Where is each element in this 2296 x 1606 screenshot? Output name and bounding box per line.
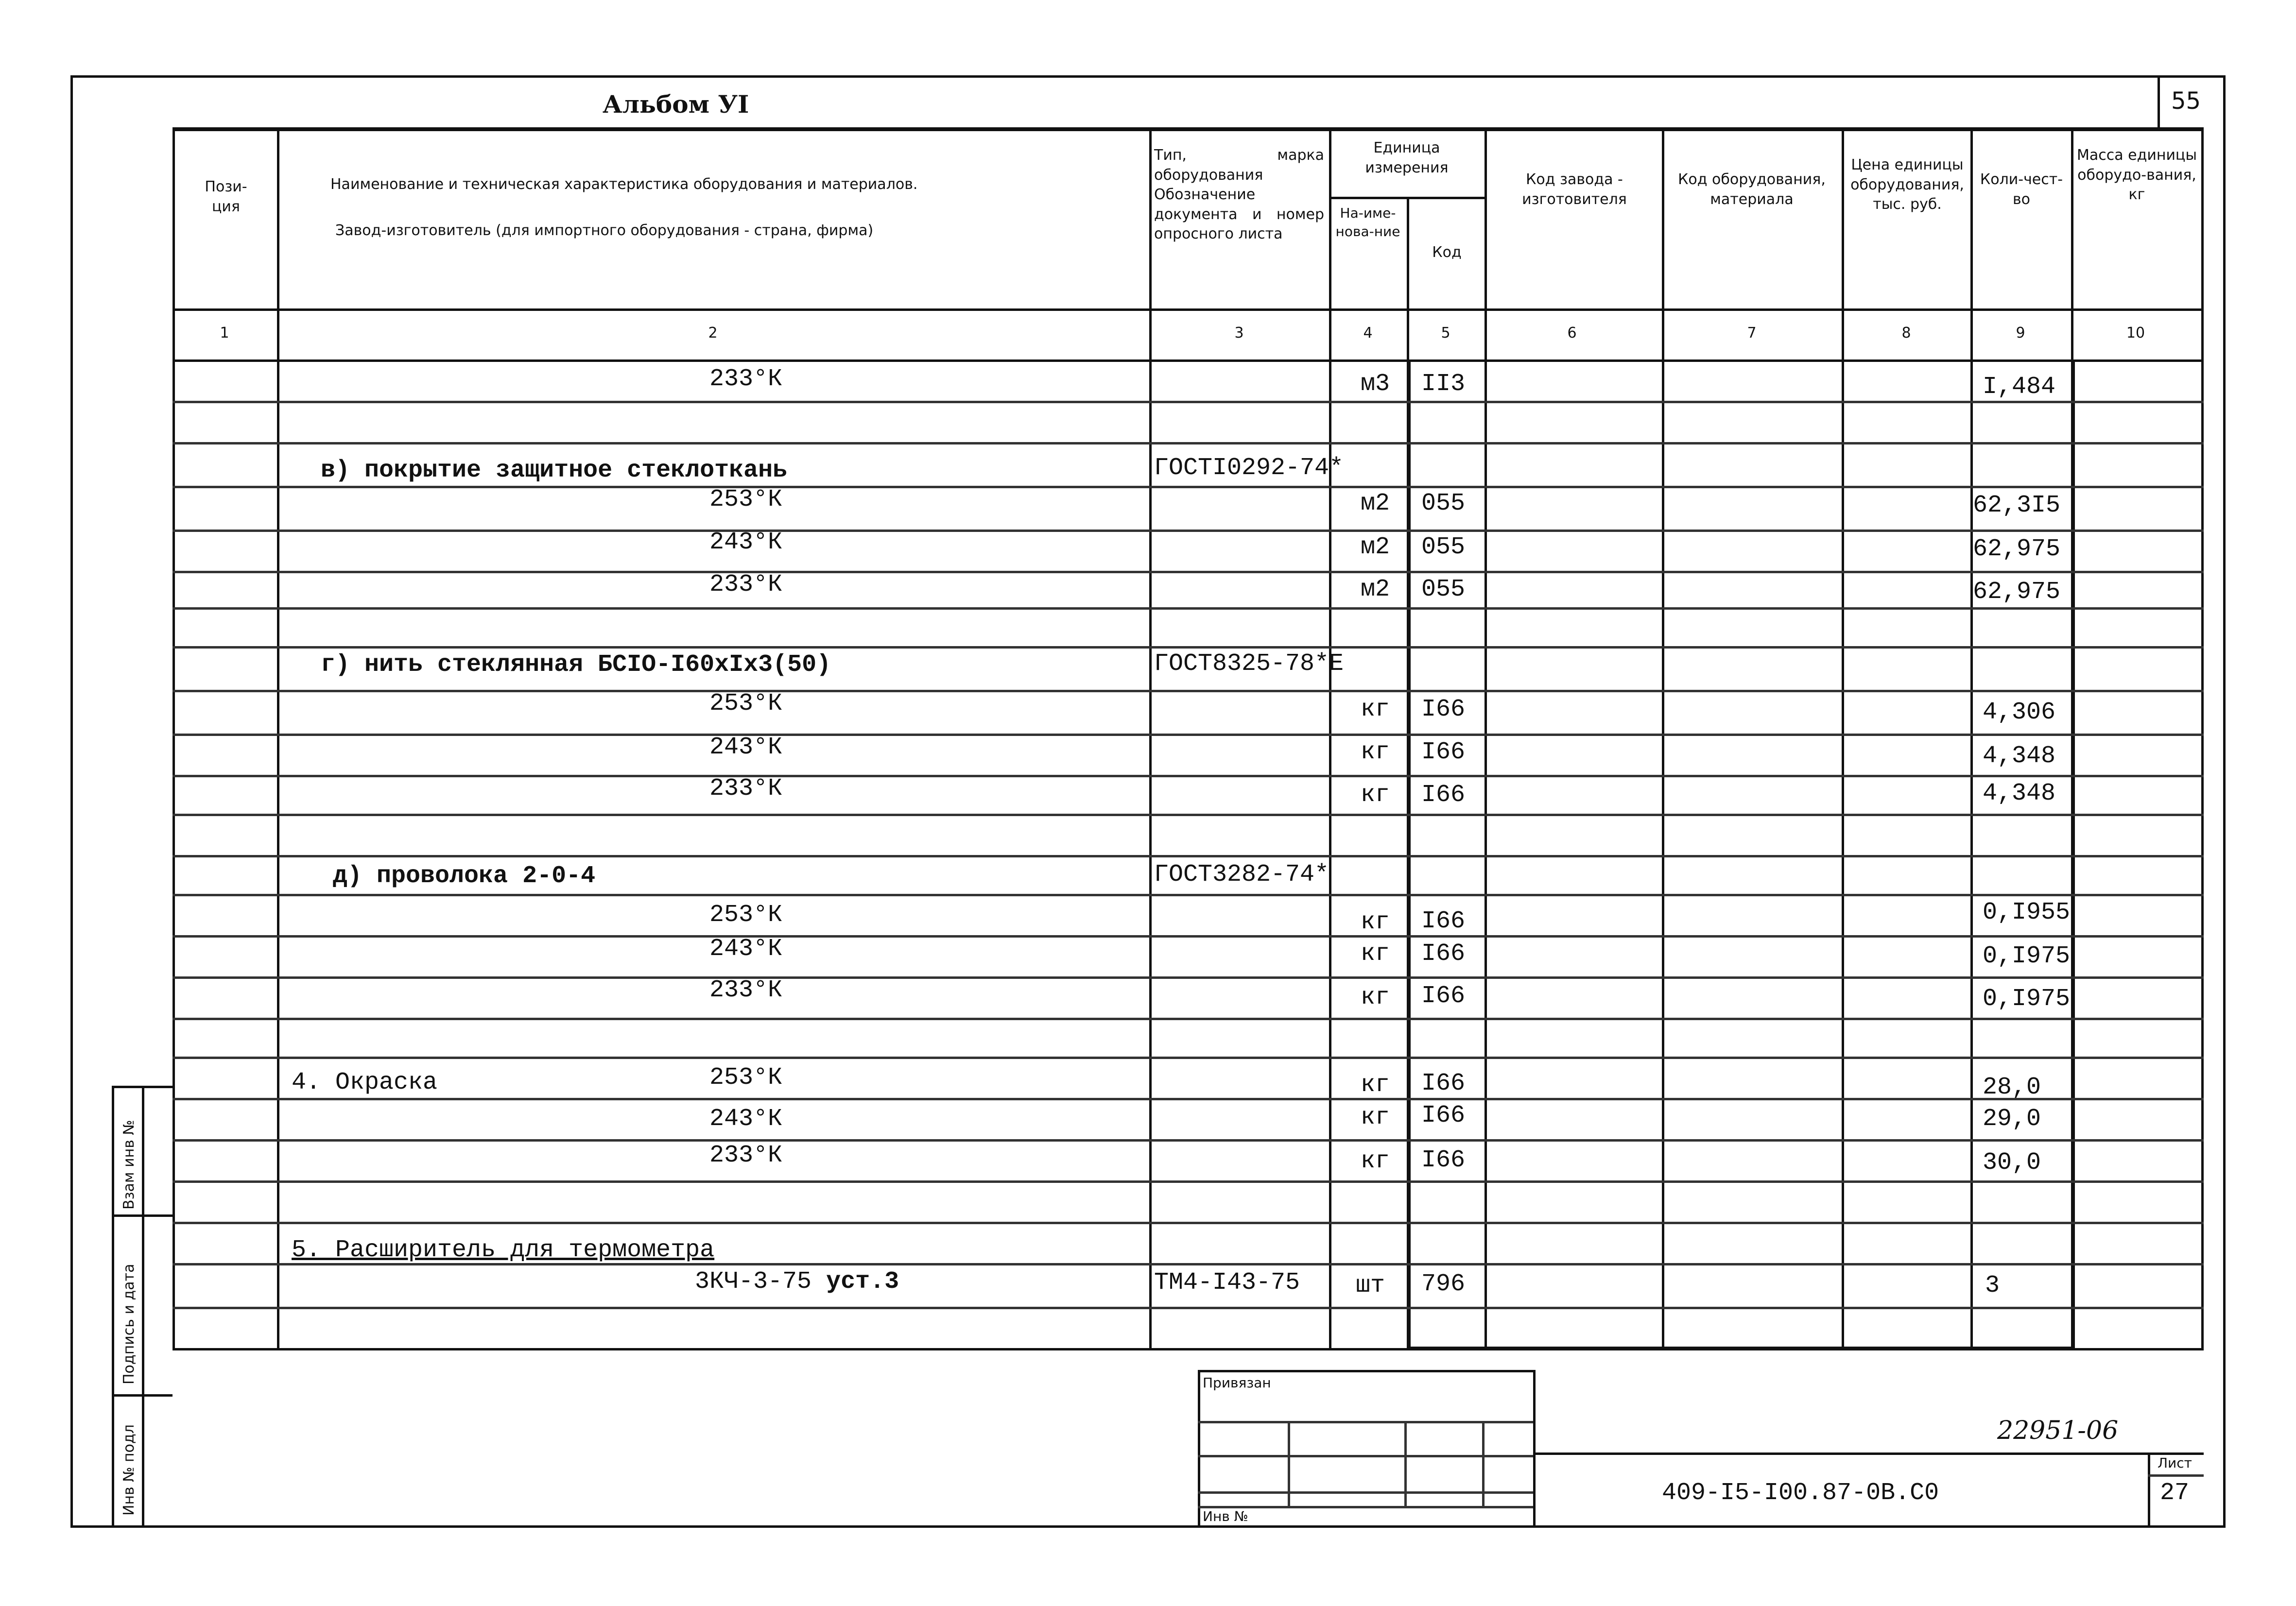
doc-cell: ТМ4-І43-75 (1154, 1269, 1300, 1297)
code-cell: I66 (1421, 907, 1466, 935)
stamp-col (1482, 1421, 1485, 1506)
row-sep (173, 1057, 2204, 1059)
col-divider-1 (277, 127, 279, 1350)
row-sep (173, 814, 2204, 816)
row-sep (173, 1180, 2204, 1183)
qty-cell: 0,I975 (1983, 985, 2071, 1013)
code-cell: I66 (1421, 696, 1466, 723)
unit-cell: шт (1356, 1272, 1385, 1299)
colnum-4: 4 (1363, 325, 1373, 342)
title-block-top (1533, 1452, 2204, 1455)
col-divider-5 (1485, 127, 1487, 1350)
code-cell: I66 (1421, 1102, 1466, 1129)
unit-cell: кг (1361, 908, 1390, 936)
code-cell: I66 (1421, 1070, 1466, 1097)
table-row: 233°К (709, 365, 783, 393)
code-cell: I66 (1421, 781, 1466, 809)
row-sep (173, 1307, 2204, 1309)
table-row: 233°К (709, 1142, 783, 1169)
code-cell: I66 (1421, 940, 1466, 968)
table-bottom-border (173, 1348, 2204, 1350)
row-sep (173, 442, 2204, 444)
qty-cell: 0,I955 (1983, 899, 2071, 926)
code-cell: 796 (1421, 1270, 1466, 1298)
page-number-top: 55 (2171, 87, 2201, 115)
qty-cell: 62,3I5 (1973, 492, 2061, 519)
row-sep (173, 690, 2204, 692)
table-top-border (173, 127, 2204, 131)
document-code: 409-І5-І00.87-0В.С0 (1662, 1479, 1939, 1507)
row-sep (173, 855, 2204, 857)
row-sep (173, 775, 2204, 777)
unit-cell: кг (1361, 1071, 1390, 1099)
table-row: 253°К (709, 690, 783, 718)
table-row: 233°К (709, 571, 783, 598)
table-row: 243°К (709, 935, 783, 963)
code-cell: 055 (1421, 533, 1466, 561)
col-divider-8 (1970, 127, 1973, 1350)
side-block-border (112, 1086, 114, 1528)
row-sep (173, 935, 2204, 938)
row-sep (173, 1018, 2204, 1020)
row-sep (173, 530, 2204, 532)
unit-cell: м3 (1361, 370, 1390, 398)
qty-cell: 28,0 (1983, 1074, 2041, 1101)
col-divider-7 (1842, 127, 1844, 1350)
handwritten-number: 22951-06 (1997, 1416, 2119, 1445)
colnum-1: 1 (220, 325, 229, 342)
outer-frame (70, 75, 2226, 1528)
side-label-sign: Подпись и дата (121, 1264, 138, 1384)
qty-cell: 4,348 (1983, 742, 2056, 770)
unit-cell: кг (1361, 738, 1390, 766)
section-heading: 4. Окраска (292, 1069, 438, 1096)
row-sep (173, 1222, 2204, 1224)
row-sep (173, 401, 2204, 403)
table-row: 243°К (709, 734, 783, 761)
sheet-label: Лист (2158, 1455, 2192, 1471)
header-position: Пози- ция (205, 178, 247, 215)
unit-cell: кг (1361, 1104, 1390, 1131)
colnum-3: 3 (1234, 325, 1244, 342)
header-unit-price: Цена единицы оборудования, тыс. руб. (1850, 156, 1964, 213)
side-label-replace: Взам инв № (121, 1120, 138, 1210)
row-sep (173, 607, 2204, 610)
unit-cell: кг (1361, 781, 1390, 809)
qty-cell: I,484 (1983, 373, 2056, 401)
qty-cell: 4,306 (1983, 699, 2056, 726)
section-heading: 5. Расширитель для термометра (292, 1236, 715, 1264)
qty-cell: 4,348 (1983, 780, 2056, 807)
header-name-line1: Наименование и техническая характеристика оборудования и материалов. (330, 176, 918, 193)
stamp-col (1288, 1421, 1290, 1506)
header-name-line2: Завод-изготовитель (для импортного оборудования - страна, фирма) (335, 222, 874, 239)
colnum-9: 9 (2016, 325, 2025, 342)
unit-cell: кг (1361, 1147, 1390, 1175)
sheet-number: 27 (2160, 1479, 2190, 1507)
table-row: 3КЧ-3-75 уст.3 (695, 1268, 899, 1296)
colnum-10: 10 (2126, 325, 2145, 342)
row-sep (173, 646, 2204, 649)
colnum-5: 5 (1441, 325, 1450, 342)
side-block-inner (142, 1086, 144, 1528)
unit-cell: м2 (1361, 533, 1390, 561)
table-row: 233°К (709, 976, 783, 1004)
page-number-divider (2158, 75, 2160, 129)
unit-cell: м2 (1361, 490, 1390, 517)
unit-cell: м2 (1361, 576, 1390, 603)
table-row: 253°К (709, 901, 783, 929)
doc-cell: ГОСТ3282-74* (1154, 861, 1329, 888)
table-row: 253°К (709, 1064, 783, 1092)
section-heading: д) проволока 2-0-4 (333, 862, 596, 890)
header-plant-code: Код завода - изготовителя (1522, 171, 1627, 208)
sheet-box-left (2148, 1452, 2150, 1528)
stamp-top (1198, 1370, 1533, 1372)
table-row: 243°К (709, 529, 783, 556)
stamp-bound-label: Привязан (1203, 1375, 1271, 1391)
header-quantity: Коли-чест-во (1980, 171, 2063, 208)
code-cell: I66 (1421, 982, 1466, 1010)
code-cell: 055 (1421, 576, 1466, 603)
header-unit-group: Единица измерения (1365, 139, 1449, 176)
header-equipment-code: Код оборудования, материала (1678, 171, 1826, 208)
row-sep (173, 1139, 2204, 1142)
qty-cell: 0,I975 (1983, 942, 2071, 970)
col-divider-6 (1662, 127, 1664, 1350)
qty-cell: 3 (1985, 1272, 2000, 1299)
col-divider-3 (1329, 127, 1331, 1350)
album-title: Альбом УІ (603, 90, 749, 119)
stamp-right (1533, 1370, 1536, 1528)
unit-cell: кг (1361, 696, 1390, 723)
header-unit-code: Код (1432, 244, 1462, 261)
doc-cell: ГОСТI0292-74* (1154, 454, 1344, 482)
header-bottom-border (173, 308, 2204, 311)
row-sep (173, 1098, 2204, 1100)
unit-cell: кг (1361, 984, 1390, 1011)
colnum-2: 2 (708, 325, 718, 342)
table-row: 243°К (709, 1105, 783, 1133)
table-right-border (2201, 127, 2204, 1350)
section-heading: г) нить стеклянная БСІО-І60хІх3(50) (321, 651, 831, 679)
qty-cell: 29,0 (1983, 1105, 2041, 1133)
table-left-border (173, 127, 175, 1350)
table-row: 233°К (709, 775, 783, 803)
col-divider-2 (1149, 127, 1152, 1350)
row-sep (173, 571, 2204, 573)
qty-cell: 62,975 (1973, 578, 2061, 606)
code-cell: II3 (1421, 370, 1466, 398)
stamp-inv-label: Инв № (1203, 1508, 1248, 1524)
sheet-box-sep (2148, 1474, 2204, 1477)
row-sep (173, 976, 2204, 979)
colnum-7: 7 (1747, 325, 1757, 342)
table-row: 253°К (709, 486, 783, 513)
header-type: Тип, марка оборудования Обозначение документа и номер опросного листа (1154, 147, 1324, 242)
doc-cell: ГОСТ8325-78*Е (1154, 650, 1344, 678)
colnum-bottom-border (173, 359, 2204, 362)
row-sep (173, 486, 2204, 488)
colnum-8: 8 (1901, 325, 1911, 342)
unit-cell: кг (1361, 940, 1390, 968)
row-sep (173, 734, 2204, 736)
code-cell: I66 (1421, 738, 1466, 766)
section-heading: в) покрытие защитное стеклоткань (321, 457, 788, 484)
header-unit-name: На-име-нова-ние (1335, 205, 1400, 239)
code-cell: 055 (1421, 490, 1466, 517)
row-sep (173, 894, 2204, 896)
header-mass: Масса единицы оборудо-вания, кг (2076, 147, 2197, 203)
code-cell: I66 (1421, 1146, 1466, 1174)
stamp-col (1404, 1421, 1407, 1506)
stamp-left (1198, 1370, 1200, 1528)
qty-cell: 62,975 (1973, 535, 2061, 563)
colnum-6: 6 (1567, 325, 1577, 342)
qty-cell: 30,0 (1983, 1149, 2041, 1177)
side-label-inv: Инв № подл (121, 1424, 138, 1516)
